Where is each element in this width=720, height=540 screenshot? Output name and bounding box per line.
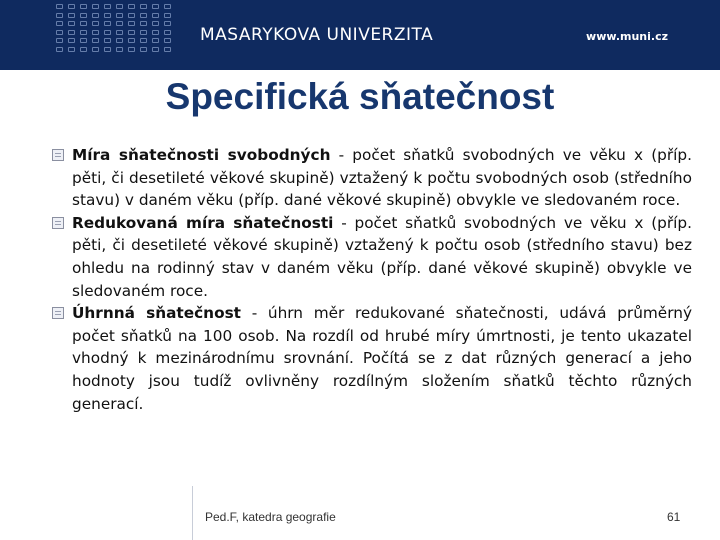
logo-grid-cell [56, 4, 63, 9]
logo-grid-cell [92, 13, 99, 18]
bullet-text [72, 212, 692, 302]
bullet-term: Míra sňatečnosti svobodných [72, 146, 331, 164]
logo-grid-cell [152, 30, 159, 35]
logo-grid-cell [116, 38, 123, 43]
logo-grid-cell [152, 21, 159, 26]
bullet-list [52, 144, 692, 415]
logo-grid-cell [140, 38, 147, 43]
logo-grid-cell [92, 4, 99, 9]
logo-grid-cell [164, 38, 171, 43]
slide-title: Specifická sňatečnost [165, 76, 555, 117]
bullet-square-icon [52, 307, 64, 319]
logo-grid-cell [104, 21, 111, 26]
logo-grid-cell [164, 21, 171, 26]
logo-grid-cell [80, 4, 87, 9]
logo-grid-cell [80, 21, 87, 26]
logo-grid-cell [116, 30, 123, 35]
bullet-item-reduced-marriage-rate [52, 212, 692, 302]
bullet-description: - počet sňatků svobodných ve věku x (příp. pěti, či desetileté věkové skupině) vztažený k počtu osob (středního stavu) bez ohledu na rodinný stav v daném věku (příp. dané věkové skupině) obvykle ve sledovaném roce. [72, 213, 692, 300]
logo-grid-cell [128, 38, 135, 43]
bullet-square-icon [52, 217, 64, 229]
logo-grid-cell [116, 13, 123, 18]
logo-grid-cell [68, 30, 75, 35]
logo-grid-cell [104, 38, 111, 43]
logo-grid-cell [164, 47, 171, 52]
logo-grid-cell [116, 4, 123, 9]
footer-department: Ped.F, katedra geografie [205, 510, 336, 524]
logo-grid-cell [152, 38, 159, 43]
bullet-description: - počet sňatků svobodných ve věku x (příp. pěti, či desetileté věkové skupině) vztažený k počtu svobodných osob (středního stavu) v daném věku (příp. dané věkové skupině) obvykle ve sledovaném roce. [72, 146, 692, 210]
logo-grid-cell [56, 47, 63, 52]
logo-grid-cell [128, 21, 135, 26]
logo-grid-cell [152, 4, 159, 9]
logo-grid-cell [92, 47, 99, 52]
logo-grid-cell [164, 13, 171, 18]
logo-grid-cell [140, 47, 147, 52]
bullet-item-marriage-rate-single [52, 144, 692, 212]
logo-grid-cell [164, 4, 171, 9]
logo-grid-cell [140, 30, 147, 35]
logo-grid-cell [128, 30, 135, 35]
logo-grid-cell [140, 13, 147, 18]
logo-grid-cell [140, 21, 147, 26]
bullet-term: Úhrnná sňatečnost [72, 304, 241, 323]
logo-grid-cell [116, 47, 123, 52]
logo-grid-cell [104, 30, 111, 35]
logo-grid-cell [56, 30, 63, 35]
logo-grid-cell [152, 13, 159, 18]
logo-grid-cell [116, 21, 123, 26]
logo-grid-cell [92, 30, 99, 35]
bullet-square-icon [52, 149, 64, 161]
logo-grid-cell [104, 13, 111, 18]
logo-grid-cell [68, 38, 75, 43]
header-bar [0, 0, 720, 70]
logo-grid-cell [80, 30, 87, 35]
university-logo-grid-icon [56, 4, 176, 64]
logo-grid-cell [140, 4, 147, 9]
page-number: 61 [667, 510, 681, 524]
logo-grid-cell [92, 21, 99, 26]
logo-grid-cell [56, 38, 63, 43]
bullet-item-total-marriage-rate [52, 302, 692, 415]
logo-grid-cell [128, 13, 135, 18]
logo-grid-cell [80, 38, 87, 43]
logo-grid-cell [104, 47, 111, 52]
logo-grid-cell [104, 4, 111, 9]
logo-grid-cell [68, 21, 75, 26]
footer-divider [192, 486, 193, 540]
bullet-text [72, 144, 692, 212]
logo-grid-cell [164, 30, 171, 35]
logo-grid-cell [56, 13, 63, 18]
logo-grid-cell [68, 47, 75, 52]
bullet-description: - úhrn měr redukované sňatečnosti, udává průměrný počet sňatků na 100 osob. Na rozdíl od hrubé míry úmrtnosti, je tento ukazatel vhodný k mezinárodnímu srovnání. Počítá se z dat různých generací a jeho hodnoty jsou tudíž ovlivněny rozdílným složením sňatků těchto různých generací. [72, 304, 692, 413]
bullet-term: Redukovaná míra sňatečnosti [72, 213, 334, 232]
logo-grid-cell [80, 47, 87, 52]
logo-grid-cell [68, 4, 75, 9]
bullet-text [72, 302, 692, 415]
logo-grid-cell [92, 38, 99, 43]
website-link[interactable]: www.muni.cz [586, 30, 668, 43]
logo-grid-cell [68, 13, 75, 18]
logo-grid-cell [80, 13, 87, 18]
logo-grid-cell [152, 47, 159, 52]
logo-grid-cell [128, 4, 135, 9]
logo-grid-cell [128, 47, 135, 52]
logo-grid-cell [56, 21, 63, 26]
university-name: MASARYKOVA UNIVERZITA [200, 25, 434, 45]
